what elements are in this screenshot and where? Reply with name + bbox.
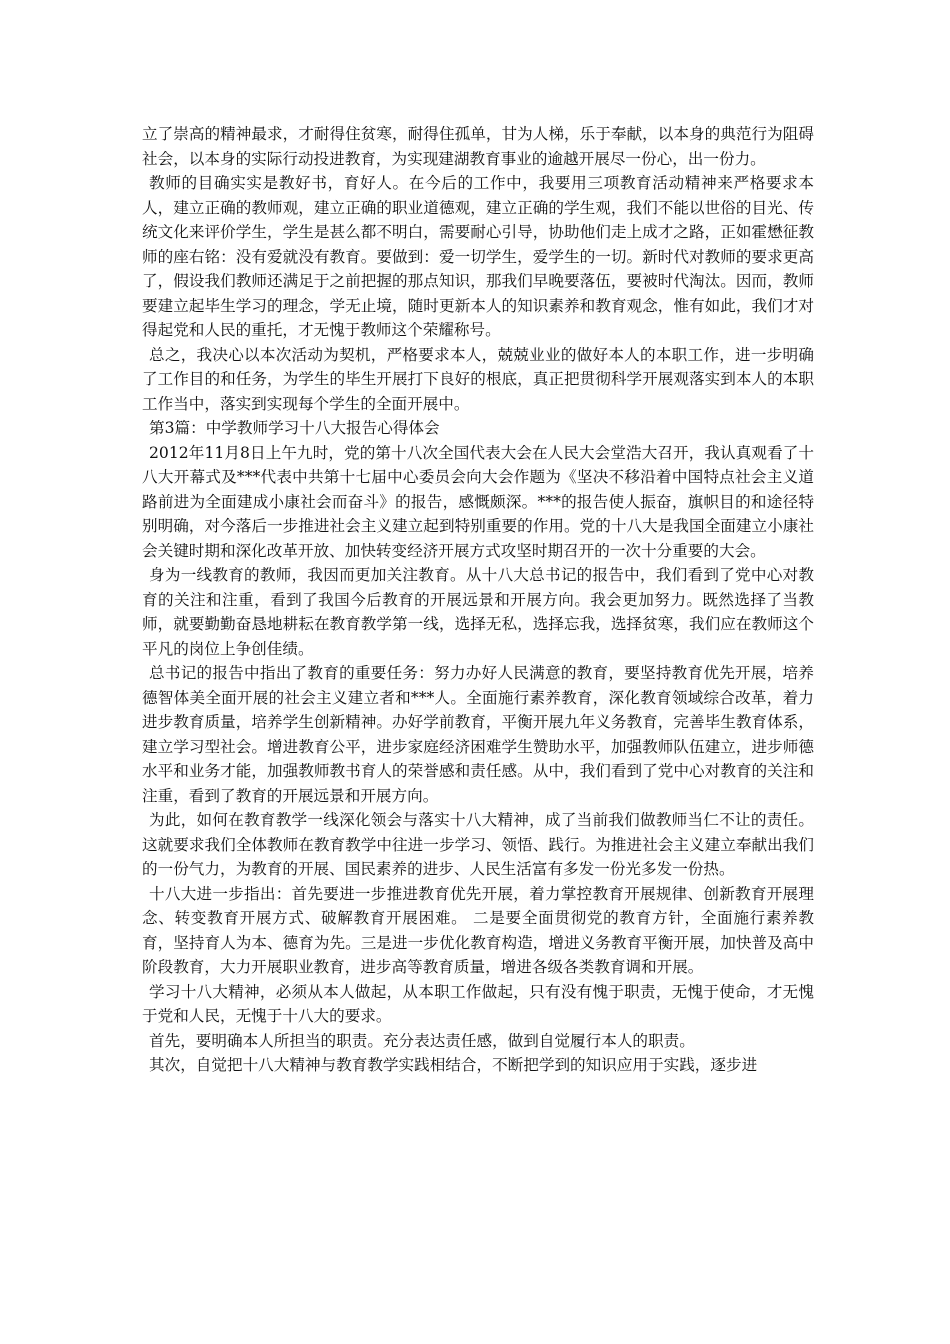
section-heading: 第3篇：中学教师学习十八大报告心得体会 bbox=[149, 419, 440, 437]
paragraph-conclusion: 总之，我决心以本次活动为契机，严格要求本人，兢兢业业的做好本人的本职工作，进一步明确了工作目的和任务，为学生的毕生开展打下良好的根底，真正把贯彻科学开展观落实到本人的本职工作当中，落实到实现每个学生的全面开展中。 bbox=[142, 345, 814, 413]
paragraph-congress-opening: 2012年11月8日上午九时，党的第十八次全国代表大会在人民大会堂浩大召开，我认真观看了十八大开幕式及***代表中共第十七届中心委员会向大会作题为《坚决不移沿着中国特点社会主义道路前进为全面建成小康社会而奋斗》的报告，感慨颇深。***的报告使人振奋，旗帜目的和途径特别明确，对今落后一步推进社会主义建立起到特别重要的作用。党的十八大是我国全面建立小康社会关键时期和深化改革开放、加快转变经济开展方式攻坚时期召开的一次十分重要的大会。 bbox=[142, 443, 814, 560]
paragraph-frontline-teacher: 身为一线教育的教师，我因而更加关注教育。从十八大总书记的报告中，我们看到了党中心对教育的关注和注重，看到了我国今后教育的开展远景和开展方向。我会更加努力。既然选择了当教师，就要勤勤奋恳地耕耘在教育教学第一线，选择无私，选择忘我，选择贫寒，我们应在教师这个平凡的岗位上争创佳绩。 bbox=[142, 566, 814, 658]
paragraph-further-points: 十八大进一步指出：首先要进一步推进教育优先开展，着力掌控教育开展规律、创新教育开展理念、转变教育开展方式、破解教育开展困难。 二是要全面贯彻党的教育方针，全面施行素养教育，坚持育人为本、德育为先。三是进一步优化教育构造，增进义务教育平衡开展，加快普及高中阶段教育，大力开展职业教育，进步高等教育质量，增进各级各类教育调和开展。 bbox=[142, 884, 814, 976]
document-body bbox=[142, 122, 814, 1078]
paragraph-teacher-goal: 教师的目确实实是教好书，育好人。在今后的工作中，我要用三项教育活动精神来严格要求本人，建立正确的教师观，建立正确的职业道德观，建立正确的学生观，我们不能以世俗的目光、传统文化来评价学生，学生是甚么都不明白，需要耐心引导，协助他们走上成才之路，正如霍懋征教师的座右铭：没有爱就没有教育。要做到：爱一切学生，爱学生的一切。新时代对教师的要求更高了，假设我们教师还满足于之前把握的那点知识，那我们早晚要落伍，要被时代淘汰。因而，教师要建立起毕生学习的理念，学无止境，随时更新本人的知识素养和教育观念，惟有如此，我们才对得起党和人民的重托，才无愧于教师这个荣耀称号。 bbox=[142, 174, 814, 339]
paragraph-second-practice: 其次，自觉把十八大精神与教育教学实践相结合，不断把学到的知识应用于实践，逐步进 bbox=[149, 1056, 758, 1074]
paragraph-study-spirit: 学习十八大精神，必须从本人做起，从本职工作做起，只有没有愧于职责，无愧于使命，才无愧于党和人民，无愧于十八大的要求。 bbox=[142, 982, 814, 1025]
paragraph-responsibility: 为此，如何在教育教学一线深化领会与落实十八大精神，成了当前我们做教师当仁不让的责任。这就要求我们全体教师在教育教学中往进一步学习、领悟、践行。为推进社会主义建立奉献出我们的一份气力，为教育的开展、国民素养的进步、人民生活富有多发一份光多发一份热。 bbox=[142, 811, 814, 878]
paragraph-first-duty: 首先，要明确本人所担当的职责。充分表达责任感，做到自觉履行本人的职责。 bbox=[149, 1031, 695, 1050]
paragraph-report-tasks: 总书记的报告中指出了教育的重要任务：努力办好人民满意的教育，要坚持教育优先开展，培养德智体美全面开展的社会主义建立者和***人。全面施行素养教育，深化教育领域综合改革，着力进步教育质量，培养学生创新精神。办好学前教育，平衡开展九年义务教育，完善毕生教育体系，建立学习型社会。增进教育公平，进步家庭经济困难学生赞助水平，加强教师队伍建立，进步师德水平和业务才能，加强教师教书育人的荣誉感和责任感。从中，我们看到了党中心对教育的关注和注重，看到了教育的开展远景和开展方向。 bbox=[142, 664, 814, 805]
paragraph-continuation: 立了崇高的精神最求，才耐得住贫寒，耐得住孤单，甘为人梯，乐于奉献，以本身的典范行为阻碍社会，以本身的实际行动投进教育，为实现建湖教育事业的逾越开展尽一份心，出一份力。 bbox=[142, 125, 814, 168]
